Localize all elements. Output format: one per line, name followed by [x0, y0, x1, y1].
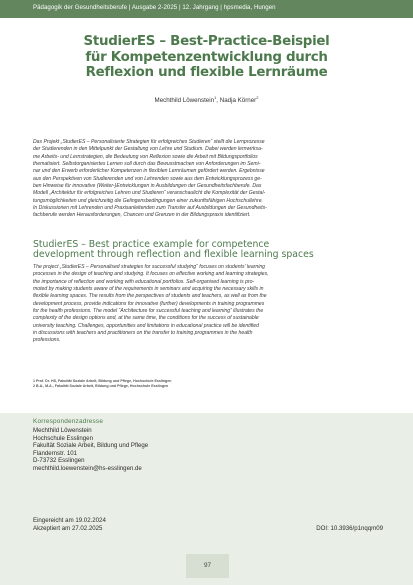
abstract-english: [33, 264, 377, 345]
article-title: [20, 34, 393, 81]
abstract-line: der Studierenden in den Mittelpunkt der Gestaltung von Lehre und Studium. Dabei werden lernwirksa-: [33, 146, 263, 153]
abstract-german: [33, 139, 377, 220]
correspondence-heading: Korrespondenzadresse: [33, 418, 104, 425]
journal-header-bar: [0, 0, 413, 18]
correspondence-address: [33, 427, 148, 473]
abstract-line: ben Hinweise für innovative (Weiter-)Entwicklungen in Ausbildungen der Gesundheitsfachberufe. Das: [33, 183, 262, 190]
author-footnote-marker: 1: [214, 95, 217, 100]
abstract-line: university teaching. Challenges, opportunities and limitations in educational practice will be identified: [33, 322, 259, 329]
received-date: Eingereicht am 19.02.2024: [33, 517, 106, 524]
abstract-line: The project „StudierES – Personalised strategies for successful studying“ focuses on students' learning: [33, 264, 266, 270]
footnote: 1 Prof. Dr. HS, Fakultät Soziale Arbeit, Bildung und Pflege, Hochschule Esslingen: [33, 379, 172, 383]
abstract-line: In Diskussionen mit Lehrenden und Praxisanleitenden zum Transfer auf Ausbildungen der Gesundheits-: [33, 205, 267, 212]
doi-link[interactable]: DOI: 10.3936/p1nqqm09: [316, 525, 383, 532]
abstract-line: moted by making students aware of the requirements in seminars and acquiring the necessary skills in: [33, 286, 264, 293]
abstract-line: professions.: [33, 337, 61, 344]
abstract-line: aus den Perspektiven von Studierenden und von Lehrenden sowie aus dem Entwicklungsprozess ge-: [33, 175, 262, 182]
abstract-line: processes in the design of teaching and studying. It focuses on effective working and learning strategies,: [33, 271, 269, 278]
address-line: D-73732 Esslingen: [33, 457, 85, 465]
authors: [0, 95, 413, 104]
footnotes: [33, 379, 171, 389]
title-line: für Kompetenzentwicklung durch: [85, 49, 328, 65]
abstract-line: for the health professions. The model “Architecture for successful teaching and learning” illustrates the: [33, 308, 264, 315]
author-footnote-marker: 2: [256, 95, 259, 100]
abstract-line: nar und den Erwerb erforderlicher Kompetenzen in flexiblen Lernräumen gefördert werden. Ergebnisse: [33, 168, 265, 175]
address-line: Mechthild Löwenstein: [33, 427, 92, 434]
address-line: Fakultät Soziale Arbeit, Bildung und Pflege: [33, 442, 149, 450]
accepted-date: Akzeptiert am 27.02.2025: [33, 524, 103, 532]
title-line: Reflexion und flexible Lernräume: [85, 65, 328, 80]
abstract-line: Modell „Architektur für erfolgreiches Lehren und Studieren“ veranschaulicht die Komplexität der Gestal-: [33, 190, 266, 197]
abstract-line: complexity of the design options and, at the same time, the conditions for the success of sustainable: [33, 315, 259, 322]
abstract-line: Das Projekt „StudierES – Personalisierte Strategien für erfolgreiches Studieren“ stellt die Lernprozesse: [33, 139, 265, 145]
abstract-line: thematisiert. Selbstorganisiertes Lernen soll durch das Bewusstmachen von Anforderungen im Semi-: [33, 161, 261, 168]
footnote: 2 B.A., M.A., Fakultät Soziale Arbeit, Bildung und Pflege, Hochschule Esslingen: [33, 384, 169, 388]
english-title-line: StudierES – Best practice example for competence: [33, 239, 270, 250]
abstract-line: fachberufe werden Herausforderungen, Chancen und Grenzen in der Bildungspraxis identifiziert.: [33, 212, 251, 219]
page-number-box: [186, 554, 229, 578]
abstract-line: tungsmöglichkeiten und gleichzeitig die Gelingensbedingungen einer zukunftsfähigen Hochschullehre.: [33, 197, 263, 204]
abstract-line: the importance of reflection and working with educational portfolios. Self-organised learning is pro-: [33, 278, 255, 285]
submission-dates: [33, 517, 106, 532]
abstract-line: development process, provide indications for innovative (further) developments in training programmes: [33, 300, 265, 307]
address-line: Hochschule Esslingen: [33, 434, 93, 442]
english-title-line: development through reflection and flexible learning spaces: [33, 249, 314, 261]
address-line: Flandernstr. 101: [33, 449, 78, 457]
author-name: , Nadja Körner: [216, 97, 257, 105]
title-line: StudierES – Best-Practice-Beispiel: [83, 34, 330, 49]
english-title: [33, 240, 314, 261]
email-address[interactable]: mechthild.loewenstein@hs-esslingen.de: [33, 464, 142, 472]
abstract-line: in discussions with teachers and practitioners on the transfer to training programmes in the health: [33, 330, 253, 337]
author-name: Mechthild Löwenstein: [154, 97, 215, 105]
journal-header-text: Pädagogik der Gesundheitsberufe | Ausgabe 2-2025 | 12. Jahrgang | hpsmedia, Hungen: [33, 4, 276, 11]
abstract-line: flexible learning spaces. The results from the perspectives of students and teachers, as well as from the: [33, 293, 267, 300]
abstract-line: me Arbeits- und Lernstrategien, die Bedeutung von Reflexion sowie die Arbeit mit Bildungsportfolios: [33, 153, 258, 160]
page-number: 97: [203, 562, 211, 569]
